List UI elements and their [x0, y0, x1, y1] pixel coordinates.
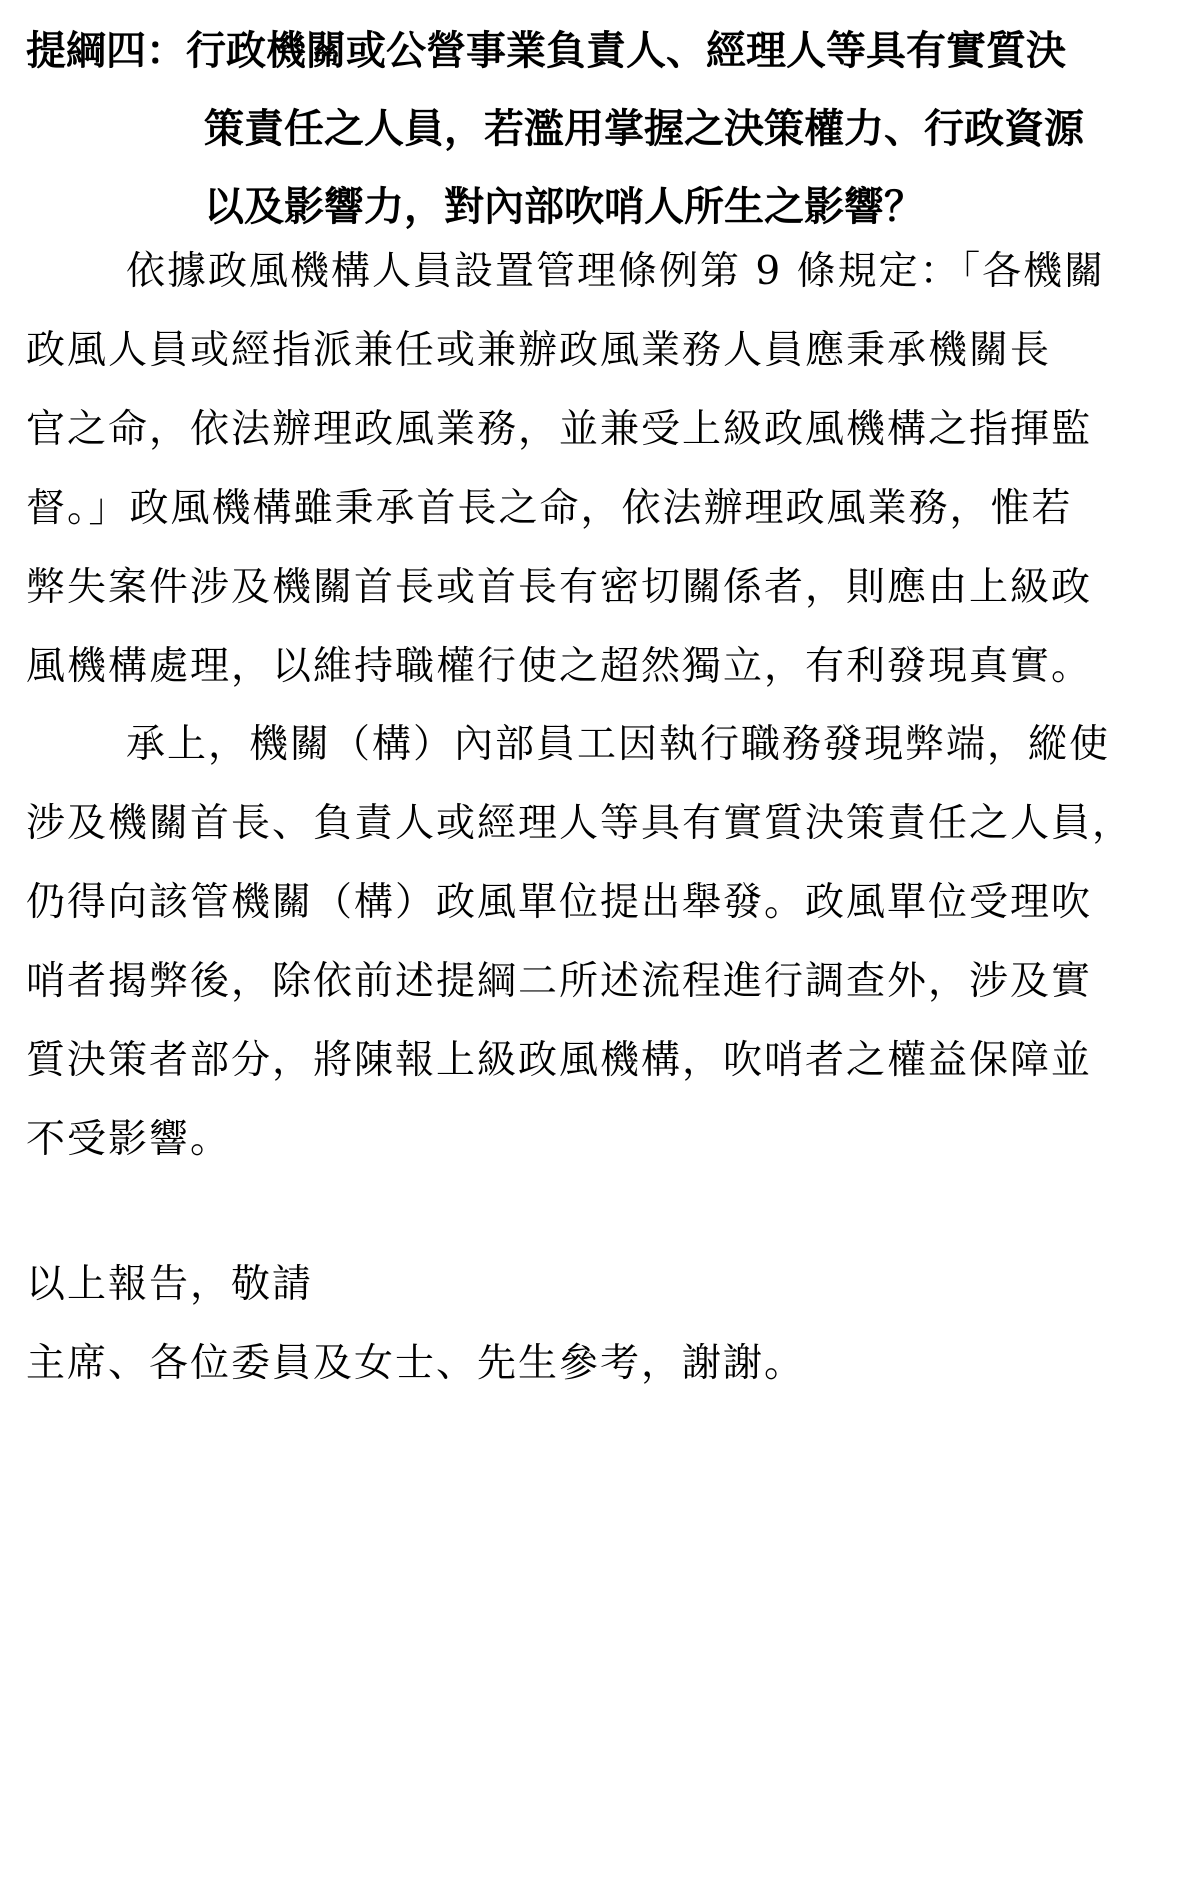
paragraph-regulation: [26, 232, 1176, 706]
closing-remarks: [26, 1245, 1176, 1403]
paragraph-line: 依據政風機構人員設置管理條例第 9 條規定：「各機關: [126, 249, 1106, 294]
paragraph-line: 涉及機關首長、負責人或經理人等具有實質決策責任之人員，: [26, 801, 1134, 846]
paragraph-line: 不受影響。: [26, 1117, 232, 1162]
heading-line: 以及影響力，對內部吹哨人所生之影響？: [204, 184, 924, 230]
paragraph-line: 質決策者部分，將陳報上級政風機構，吹哨者之權益保障並: [26, 1038, 1093, 1083]
closing-line: 主席、各位委員及女士、先生參考，謝謝。: [26, 1341, 806, 1386]
paragraph-line: 政風人員或經指派兼任或兼辦政風業務人員應秉承機關長: [26, 328, 1052, 373]
paragraph-line: 仍得向該管機關（構）政風單位提出舉發。政風單位受理吹: [26, 880, 1093, 925]
paragraph-line: 風機構處理，以維持職權行使之超然獨立，有利發現真實。: [26, 644, 1093, 689]
closing-line: 以上報告，敬請: [26, 1262, 314, 1307]
paragraph-line: 官之命，依法辦理政風業務，並兼受上級政風機構之指揮監: [26, 407, 1093, 452]
paragraph-line: 哨者揭弊後，除依前述提綱二所述流程進行調查外，涉及實: [26, 959, 1093, 1004]
paragraph-whistleblower: [26, 705, 1176, 1179]
paragraph-line: 弊失案件涉及機關首長或首長有密切關係者，則應由上級政: [26, 565, 1093, 610]
paragraph-line: 督。」政風機構雖秉承首長之命，依法辦理政風業務，惟若: [26, 486, 1073, 531]
paragraph-line: 承上，機關（構）內部員工因執行職務發現弊端，縱使: [126, 722, 1111, 767]
heading-line: 策責任之人員，若濫用掌握之決策權力、行政資源: [204, 106, 1084, 152]
heading-line: 提綱四：行政機關或公營事業負責人、經理人等具有實質決: [26, 28, 1066, 74]
section-heading: [26, 12, 1176, 246]
